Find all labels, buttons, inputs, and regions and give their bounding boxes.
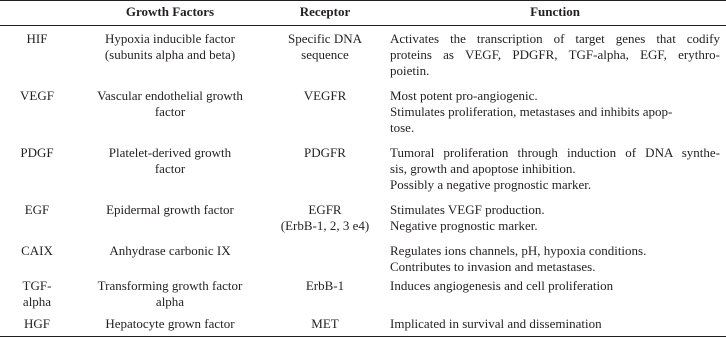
row-7-function-cell <box>390 316 720 332</box>
row-7-abbr-cell <box>0 316 74 332</box>
abbr-line: VEGF <box>20 88 54 103</box>
function-line: Contributes to invasion and metastases. <box>390 259 596 274</box>
function-line: Stimulates proliferation, metastases and inhibits apop- <box>390 104 673 119</box>
abbr-line: HIF <box>26 31 48 46</box>
header-receptor: Receptor <box>299 4 351 19</box>
name-line: Anhydrase carbonic IX <box>109 243 231 258</box>
receptor-line: Specific DNA <box>287 31 362 46</box>
row-2-name-cell <box>74 88 266 120</box>
row-3-name-cell <box>74 145 266 177</box>
receptor-line: VEGFR <box>303 88 347 103</box>
receptor-line: PDGFR <box>304 145 346 160</box>
row-7-receptor-cell <box>266 316 384 332</box>
abbr-line: CAIX <box>21 243 53 258</box>
row-5-abbr-cell <box>0 243 74 259</box>
row-4-function-cell <box>390 202 720 234</box>
name-line: factor <box>154 161 186 176</box>
name-line: alpha <box>155 294 185 309</box>
header-bottom-rule <box>0 25 726 26</box>
table-bottom-rule <box>0 336 726 337</box>
name-line: Hepatocyte grown factor <box>105 316 235 331</box>
row-6-function-cell <box>390 278 720 294</box>
function-line: sis, growth and apoptose inhibition. <box>390 161 576 176</box>
function-line: Regulates ions channels, pH, hypoxia conditions. <box>390 243 647 258</box>
row-1-name-cell <box>74 31 266 63</box>
row-6-abbr-cell <box>0 278 74 310</box>
function-line: Stimulates VEGF production. <box>390 202 545 217</box>
row-3-receptor-cell <box>266 145 384 161</box>
row-2-function-cell <box>390 88 720 136</box>
function-line: Possibly a negative prognostic marker. <box>390 177 592 192</box>
row-4-name-cell <box>74 202 266 218</box>
name-line: Platelet-derived growth <box>108 145 232 160</box>
row-1-receptor-cell <box>266 31 384 63</box>
row-2-receptor-cell <box>266 88 384 104</box>
row-1-function-cell <box>390 31 720 79</box>
table-top-rule <box>0 0 726 1</box>
name-line: Epidermal growth factor <box>106 202 234 217</box>
name-line: Transforming growth factor <box>97 278 243 293</box>
abbr-line: alpha <box>22 294 52 309</box>
function-line: proteins as VEGF, PDGFR, TGF-alpha, EGF, erythro- <box>390 47 720 62</box>
abbr-line: EGF <box>24 202 50 217</box>
receptor-line: MET <box>311 316 339 331</box>
abbr-line: TGF- <box>22 278 52 293</box>
row-5-function-cell <box>390 243 720 275</box>
row-4-receptor-cell <box>266 202 384 234</box>
row-7-name-cell <box>74 316 266 332</box>
abbr-line: PDGF <box>20 145 54 160</box>
name-line: Vascular endothelial growth <box>97 88 243 103</box>
row-4-abbr-cell <box>0 202 74 218</box>
function-line: Negative prognostic marker. <box>390 218 538 233</box>
receptor-line: ErbB-1 <box>305 278 345 293</box>
row-3-abbr-cell <box>0 145 74 161</box>
receptor-line: (ErbB-1, 2, 3 e4) <box>280 218 370 233</box>
function-line: Implicated in survival and dissemination <box>390 316 602 331</box>
receptor-line: EGFR <box>308 202 342 217</box>
function-line: poietin. <box>390 63 430 78</box>
row-1-abbr-cell <box>0 31 74 47</box>
function-line: Most potent pro-angiogenic. <box>390 88 538 103</box>
name-line: (subunits alpha and beta) <box>104 47 236 62</box>
row-2-abbr-cell <box>0 88 74 104</box>
function-line: tose. <box>390 120 415 135</box>
abbr-line: HGF <box>23 316 50 331</box>
header-function: Function <box>530 4 580 19</box>
function-line: Induces angiogenesis and cell proliferation <box>390 278 614 293</box>
function-line: Tumoral proliferation through induction of DNA synthe- <box>390 145 720 160</box>
header-growth-factors: Growth Factors <box>125 4 215 19</box>
receptor-line: sequence <box>301 47 349 62</box>
name-line: Hypoxia inducible factor <box>105 31 235 46</box>
function-line: Activates the transcription of target genes that codify <box>390 31 720 46</box>
name-line: factor <box>154 104 186 119</box>
row-3-function-cell <box>390 145 720 193</box>
row-5-name-cell <box>74 243 266 259</box>
row-6-receptor-cell <box>266 278 384 294</box>
row-6-name-cell <box>74 278 266 310</box>
